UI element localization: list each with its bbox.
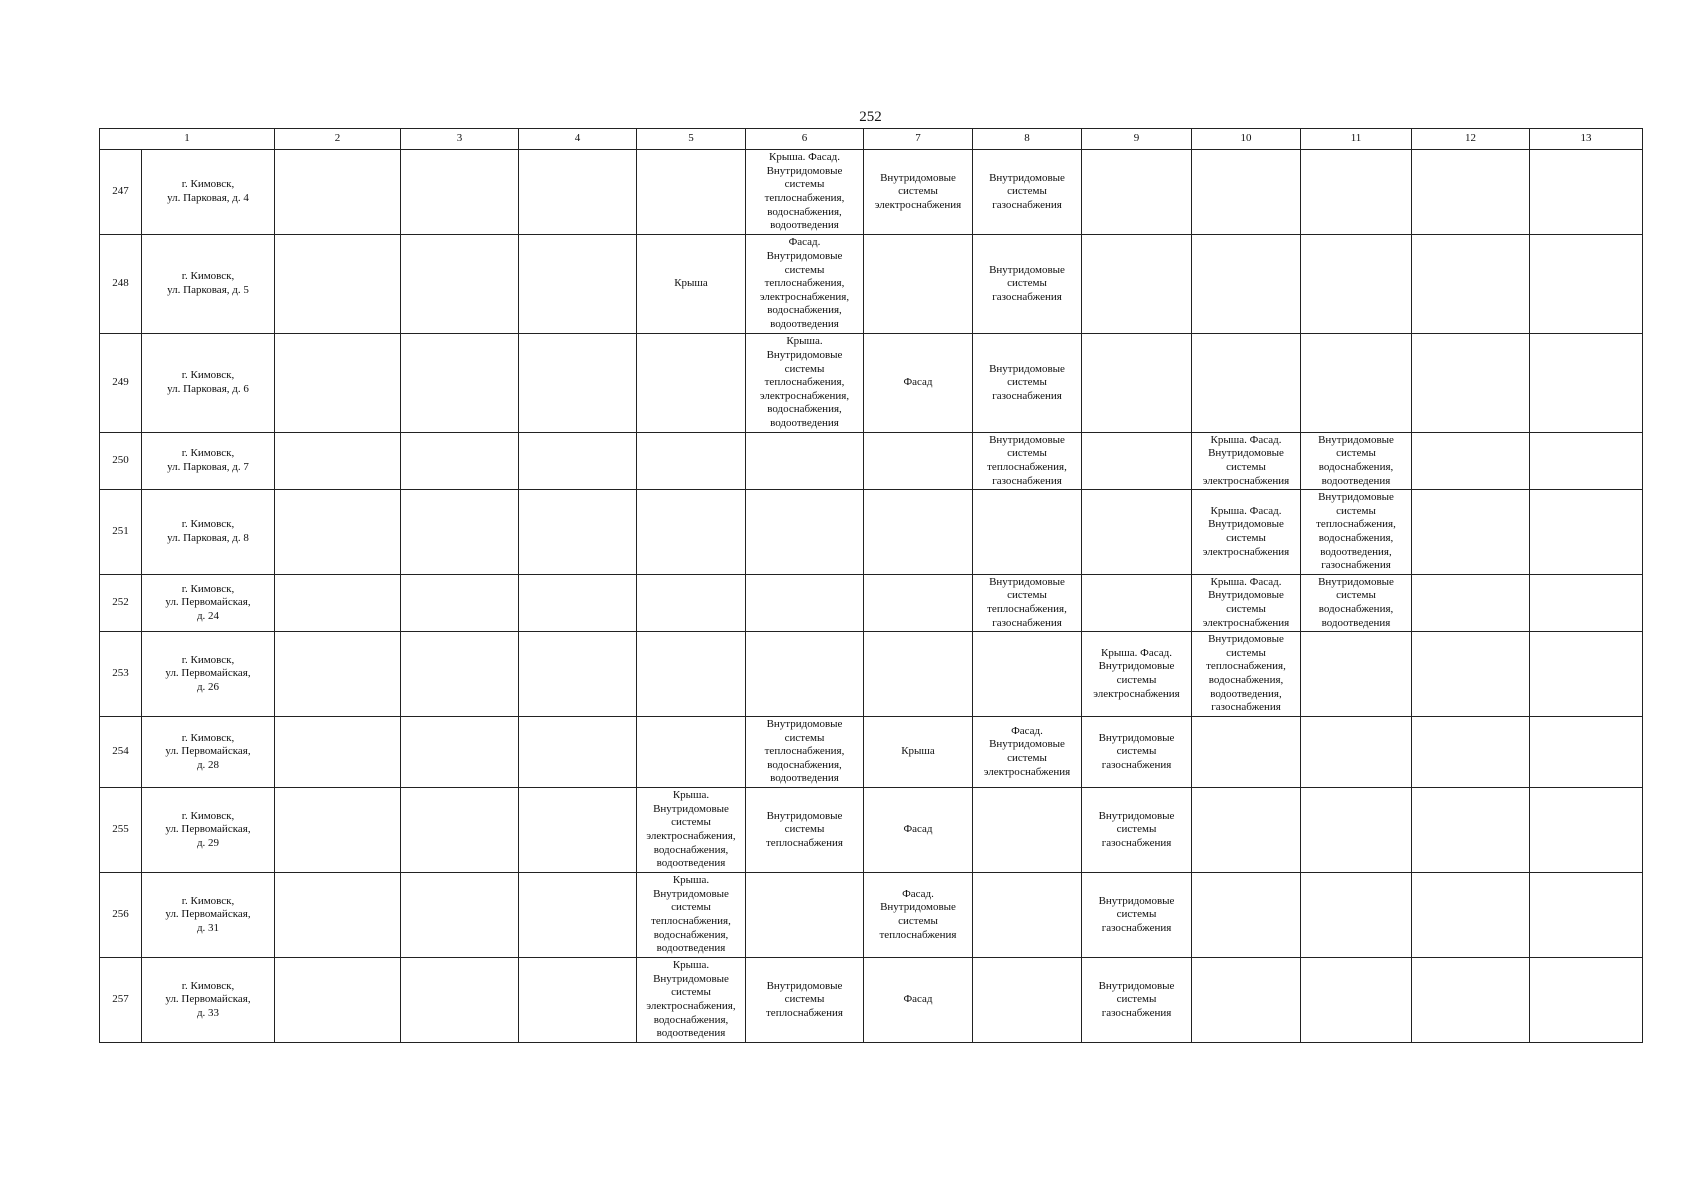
- work-cell-col-12: [1412, 235, 1530, 334]
- column-header: 1: [100, 129, 275, 150]
- work-cell-col-11: [1301, 632, 1412, 717]
- table-row: [100, 788, 1643, 873]
- work-cell-col-12: [1412, 490, 1530, 575]
- work-cell-col-12: [1412, 788, 1530, 873]
- work-cell-col-7: Фасад: [864, 334, 973, 433]
- work-cell-col-6: [746, 433, 864, 490]
- row-number-cell: 257: [100, 958, 142, 1043]
- work-cell-col-12: [1412, 632, 1530, 717]
- work-cell-col-7: [864, 632, 973, 717]
- work-cell-col-2: [275, 873, 401, 958]
- work-cell-col-8: [973, 632, 1082, 717]
- work-cell-col-13: [1530, 717, 1643, 788]
- work-cell-col-8: Фасад. Внутридомовые системы электроснабжения: [973, 717, 1082, 788]
- work-cell-col-5: [637, 433, 746, 490]
- work-cell-col-6: [746, 632, 864, 717]
- work-cell-col-2: [275, 235, 401, 334]
- work-cell-col-5: [637, 490, 746, 575]
- work-cell-col-6: [746, 575, 864, 632]
- work-cell-col-5: [637, 150, 746, 235]
- work-cell-col-2: [275, 334, 401, 433]
- address-cell: г. Кимовск, ул. Первомайская, д. 26: [142, 632, 275, 717]
- work-cell-col-11: Внутридомовые системы теплоснабжения, водоснабжения, водоотведения, газоснабжения: [1301, 490, 1412, 575]
- work-cell-col-12: [1412, 873, 1530, 958]
- work-cell-col-8: Внутридомовые системы теплоснабжения, газоснабжения: [973, 575, 1082, 632]
- table-row: [100, 717, 1643, 788]
- column-header: 7: [864, 129, 973, 150]
- work-cell-col-10: [1192, 150, 1301, 235]
- work-cell-col-2: [275, 150, 401, 235]
- work-cell-col-7: [864, 433, 973, 490]
- work-cell-col-5: [637, 575, 746, 632]
- work-cell-col-7: Внутридомовые системы электроснабжения: [864, 150, 973, 235]
- work-cell-col-11: [1301, 235, 1412, 334]
- work-cell-col-8: [973, 490, 1082, 575]
- address-cell: г. Кимовск, ул. Первомайская, д. 31: [142, 873, 275, 958]
- table-row: [100, 873, 1643, 958]
- work-cell-col-3: [401, 873, 519, 958]
- work-cell-col-5: Крыша. Внутридомовые системы электроснабжения, водоснабжения, водоотведения: [637, 788, 746, 873]
- work-cell-col-12: [1412, 334, 1530, 433]
- work-cell-col-6: Крыша. Фасад. Внутридомовые системы теплоснабжения, водоснабжения, водоотведения: [746, 150, 864, 235]
- work-cell-col-10: [1192, 958, 1301, 1043]
- work-cell-col-11: [1301, 873, 1412, 958]
- work-cell-col-2: [275, 788, 401, 873]
- address-cell: г. Кимовск, ул. Парковая, д. 6: [142, 334, 275, 433]
- work-cell-col-6: Внутридомовые системы теплоснабжения: [746, 788, 864, 873]
- work-cell-col-13: [1530, 873, 1643, 958]
- column-header: 9: [1082, 129, 1192, 150]
- work-cell-col-3: [401, 958, 519, 1043]
- work-cell-col-8: Внутридомовые системы газоснабжения: [973, 235, 1082, 334]
- work-cell-col-5: Крыша. Внутридомовые системы электроснабжения, водоснабжения, водоотведения: [637, 958, 746, 1043]
- work-cell-col-12: [1412, 150, 1530, 235]
- work-cell-col-13: [1530, 334, 1643, 433]
- work-cell-col-6: [746, 490, 864, 575]
- work-cell-col-4: [519, 235, 637, 334]
- column-header: 11: [1301, 129, 1412, 150]
- work-cell-col-9: Внутридомовые системы газоснабжения: [1082, 717, 1192, 788]
- row-number-cell: 250: [100, 433, 142, 490]
- work-cell-col-8: [973, 958, 1082, 1043]
- work-cell-col-2: [275, 433, 401, 490]
- table-row: [100, 235, 1643, 334]
- work-cell-col-8: Внутридомовые системы газоснабжения: [973, 150, 1082, 235]
- work-cell-col-11: [1301, 958, 1412, 1043]
- work-cell-col-4: [519, 873, 637, 958]
- work-cell-col-2: [275, 575, 401, 632]
- work-cell-col-4: [519, 958, 637, 1043]
- work-cell-col-7: Фасад: [864, 788, 973, 873]
- work-cell-col-4: [519, 433, 637, 490]
- work-cell-col-5: Крыша. Внутридомовые системы теплоснабжения, водоснабжения, водоотведения: [637, 873, 746, 958]
- work-cell-col-10: Крыша. Фасад. Внутридомовые системы электроснабжения: [1192, 490, 1301, 575]
- work-cell-col-7: [864, 490, 973, 575]
- work-cell-col-3: [401, 150, 519, 235]
- row-number-cell: 252: [100, 575, 142, 632]
- work-cell-col-13: [1530, 235, 1643, 334]
- work-cell-col-3: [401, 490, 519, 575]
- work-cell-col-3: [401, 334, 519, 433]
- row-number-cell: 255: [100, 788, 142, 873]
- work-cell-col-2: [275, 490, 401, 575]
- table-row: [100, 334, 1643, 433]
- work-cell-col-5: [637, 632, 746, 717]
- work-cell-col-13: [1530, 788, 1643, 873]
- work-cell-col-7: Крыша: [864, 717, 973, 788]
- address-cell: г. Кимовск, ул. Парковая, д. 8: [142, 490, 275, 575]
- address-cell: г. Кимовск, ул. Парковая, д. 4: [142, 150, 275, 235]
- table-row: [100, 958, 1643, 1043]
- work-cell-col-12: [1412, 433, 1530, 490]
- work-cell-col-10: Внутридомовые системы теплоснабжения, водоснабжения, водоотведения, газоснабжения: [1192, 632, 1301, 717]
- column-header: 13: [1530, 129, 1643, 150]
- work-cell-col-13: [1530, 632, 1643, 717]
- work-cell-col-9: [1082, 334, 1192, 433]
- work-cell-col-12: [1412, 575, 1530, 632]
- work-cell-col-4: [519, 632, 637, 717]
- work-cell-col-7: [864, 575, 973, 632]
- work-cell-col-10: [1192, 788, 1301, 873]
- work-cell-col-11: [1301, 150, 1412, 235]
- column-number-row: [100, 129, 1643, 150]
- work-cell-col-8: [973, 873, 1082, 958]
- work-cell-col-9: Внутридомовые системы газоснабжения: [1082, 958, 1192, 1043]
- row-number-cell: 254: [100, 717, 142, 788]
- row-number-cell: 256: [100, 873, 142, 958]
- work-cell-col-11: Внутридомовые системы водоснабжения, водоотведения: [1301, 433, 1412, 490]
- work-cell-col-11: [1301, 717, 1412, 788]
- row-number-cell: 247: [100, 150, 142, 235]
- work-cell-col-5: [637, 717, 746, 788]
- work-cell-col-7: [864, 235, 973, 334]
- work-cell-col-4: [519, 490, 637, 575]
- work-cell-col-4: [519, 150, 637, 235]
- work-cell-col-10: Крыша. Фасад. Внутридомовые системы электроснабжения: [1192, 433, 1301, 490]
- address-cell: г. Кимовск, ул. Первомайская, д. 24: [142, 575, 275, 632]
- work-cell-col-7: Фасад: [864, 958, 973, 1043]
- work-cell-col-3: [401, 433, 519, 490]
- work-cell-col-9: [1082, 150, 1192, 235]
- column-header: 8: [973, 129, 1082, 150]
- column-header: 2: [275, 129, 401, 150]
- work-cell-col-10: [1192, 235, 1301, 334]
- row-number-cell: 251: [100, 490, 142, 575]
- work-cell-col-6: Внутридомовые системы теплоснабжения, водоснабжения, водоотведения: [746, 717, 864, 788]
- work-cell-col-2: [275, 958, 401, 1043]
- work-cell-col-5: [637, 334, 746, 433]
- work-cell-col-4: [519, 334, 637, 433]
- work-cell-col-12: [1412, 717, 1530, 788]
- work-cell-col-3: [401, 575, 519, 632]
- work-cell-col-3: [401, 717, 519, 788]
- work-cell-col-10: Крыша. Фасад. Внутридомовые системы электроснабжения: [1192, 575, 1301, 632]
- work-cell-col-4: [519, 717, 637, 788]
- table-row: [100, 575, 1643, 632]
- work-cell-col-6: [746, 873, 864, 958]
- work-cell-col-10: [1192, 334, 1301, 433]
- work-cell-col-13: [1530, 958, 1643, 1043]
- address-cell: г. Кимовск, ул. Первомайская, д. 28: [142, 717, 275, 788]
- work-cell-col-6: Крыша. Внутридомовые системы теплоснабжения, электроснабжения, водоснабжения, водоотведения: [746, 334, 864, 433]
- work-cell-col-13: [1530, 575, 1643, 632]
- work-cell-col-9: [1082, 433, 1192, 490]
- work-cell-col-10: [1192, 717, 1301, 788]
- work-cell-col-3: [401, 235, 519, 334]
- work-cell-col-9: [1082, 235, 1192, 334]
- row-number-cell: 253: [100, 632, 142, 717]
- address-cell: г. Кимовск, ул. Парковая, д. 5: [142, 235, 275, 334]
- column-header: 5: [637, 129, 746, 150]
- work-cell-col-13: [1530, 490, 1643, 575]
- work-cell-col-11: [1301, 788, 1412, 873]
- work-cell-col-9: Крыша. Фасад. Внутридомовые системы электроснабжения: [1082, 632, 1192, 717]
- work-cell-col-2: [275, 632, 401, 717]
- address-cell: г. Кимовск, ул. Парковая, д. 7: [142, 433, 275, 490]
- work-cell-col-2: [275, 717, 401, 788]
- table-row: [100, 433, 1643, 490]
- work-cell-col-12: [1412, 958, 1530, 1043]
- work-cell-col-3: [401, 632, 519, 717]
- table-row: [100, 632, 1643, 717]
- work-cell-col-11: [1301, 334, 1412, 433]
- address-cell: г. Кимовск, ул. Первомайская, д. 33: [142, 958, 275, 1043]
- table-row: [100, 490, 1643, 575]
- work-cell-col-6: Внутридомовые системы теплоснабжения: [746, 958, 864, 1043]
- work-cell-col-9: [1082, 490, 1192, 575]
- column-header: 10: [1192, 129, 1301, 150]
- work-cell-col-13: [1530, 150, 1643, 235]
- work-cell-col-8: [973, 788, 1082, 873]
- work-cell-col-5: Крыша: [637, 235, 746, 334]
- work-cell-col-9: Внутридомовые системы газоснабжения: [1082, 873, 1192, 958]
- column-header: 4: [519, 129, 637, 150]
- work-cell-col-9: [1082, 575, 1192, 632]
- row-number-cell: 249: [100, 334, 142, 433]
- work-cell-col-9: Внутридомовые системы газоснабжения: [1082, 788, 1192, 873]
- address-cell: г. Кимовск, ул. Первомайская, д. 29: [142, 788, 275, 873]
- column-header: 12: [1412, 129, 1530, 150]
- work-cell-col-8: Внутридомовые системы газоснабжения: [973, 334, 1082, 433]
- work-cell-col-3: [401, 788, 519, 873]
- column-header: 3: [401, 129, 519, 150]
- work-cell-col-10: [1192, 873, 1301, 958]
- work-cell-col-8: Внутридомовые системы теплоснабжения, газоснабжения: [973, 433, 1082, 490]
- work-cell-col-4: [519, 575, 637, 632]
- work-cell-col-11: Внутридомовые системы водоснабжения, водоотведения: [1301, 575, 1412, 632]
- table-row: [100, 150, 1643, 235]
- work-cell-col-4: [519, 788, 637, 873]
- table-body: [100, 129, 1643, 1043]
- row-number-cell: 248: [100, 235, 142, 334]
- work-cell-col-13: [1530, 433, 1643, 490]
- work-cell-col-7: Фасад. Внутридомовые системы теплоснабжения: [864, 873, 973, 958]
- work-cell-col-6: Фасад. Внутридомовые системы теплоснабжения, электроснабжения, водоснабжения, водоотведения: [746, 235, 864, 334]
- page-number: 252: [859, 109, 882, 125]
- column-header: 6: [746, 129, 864, 150]
- repair-schedule-table: [99, 128, 1643, 1043]
